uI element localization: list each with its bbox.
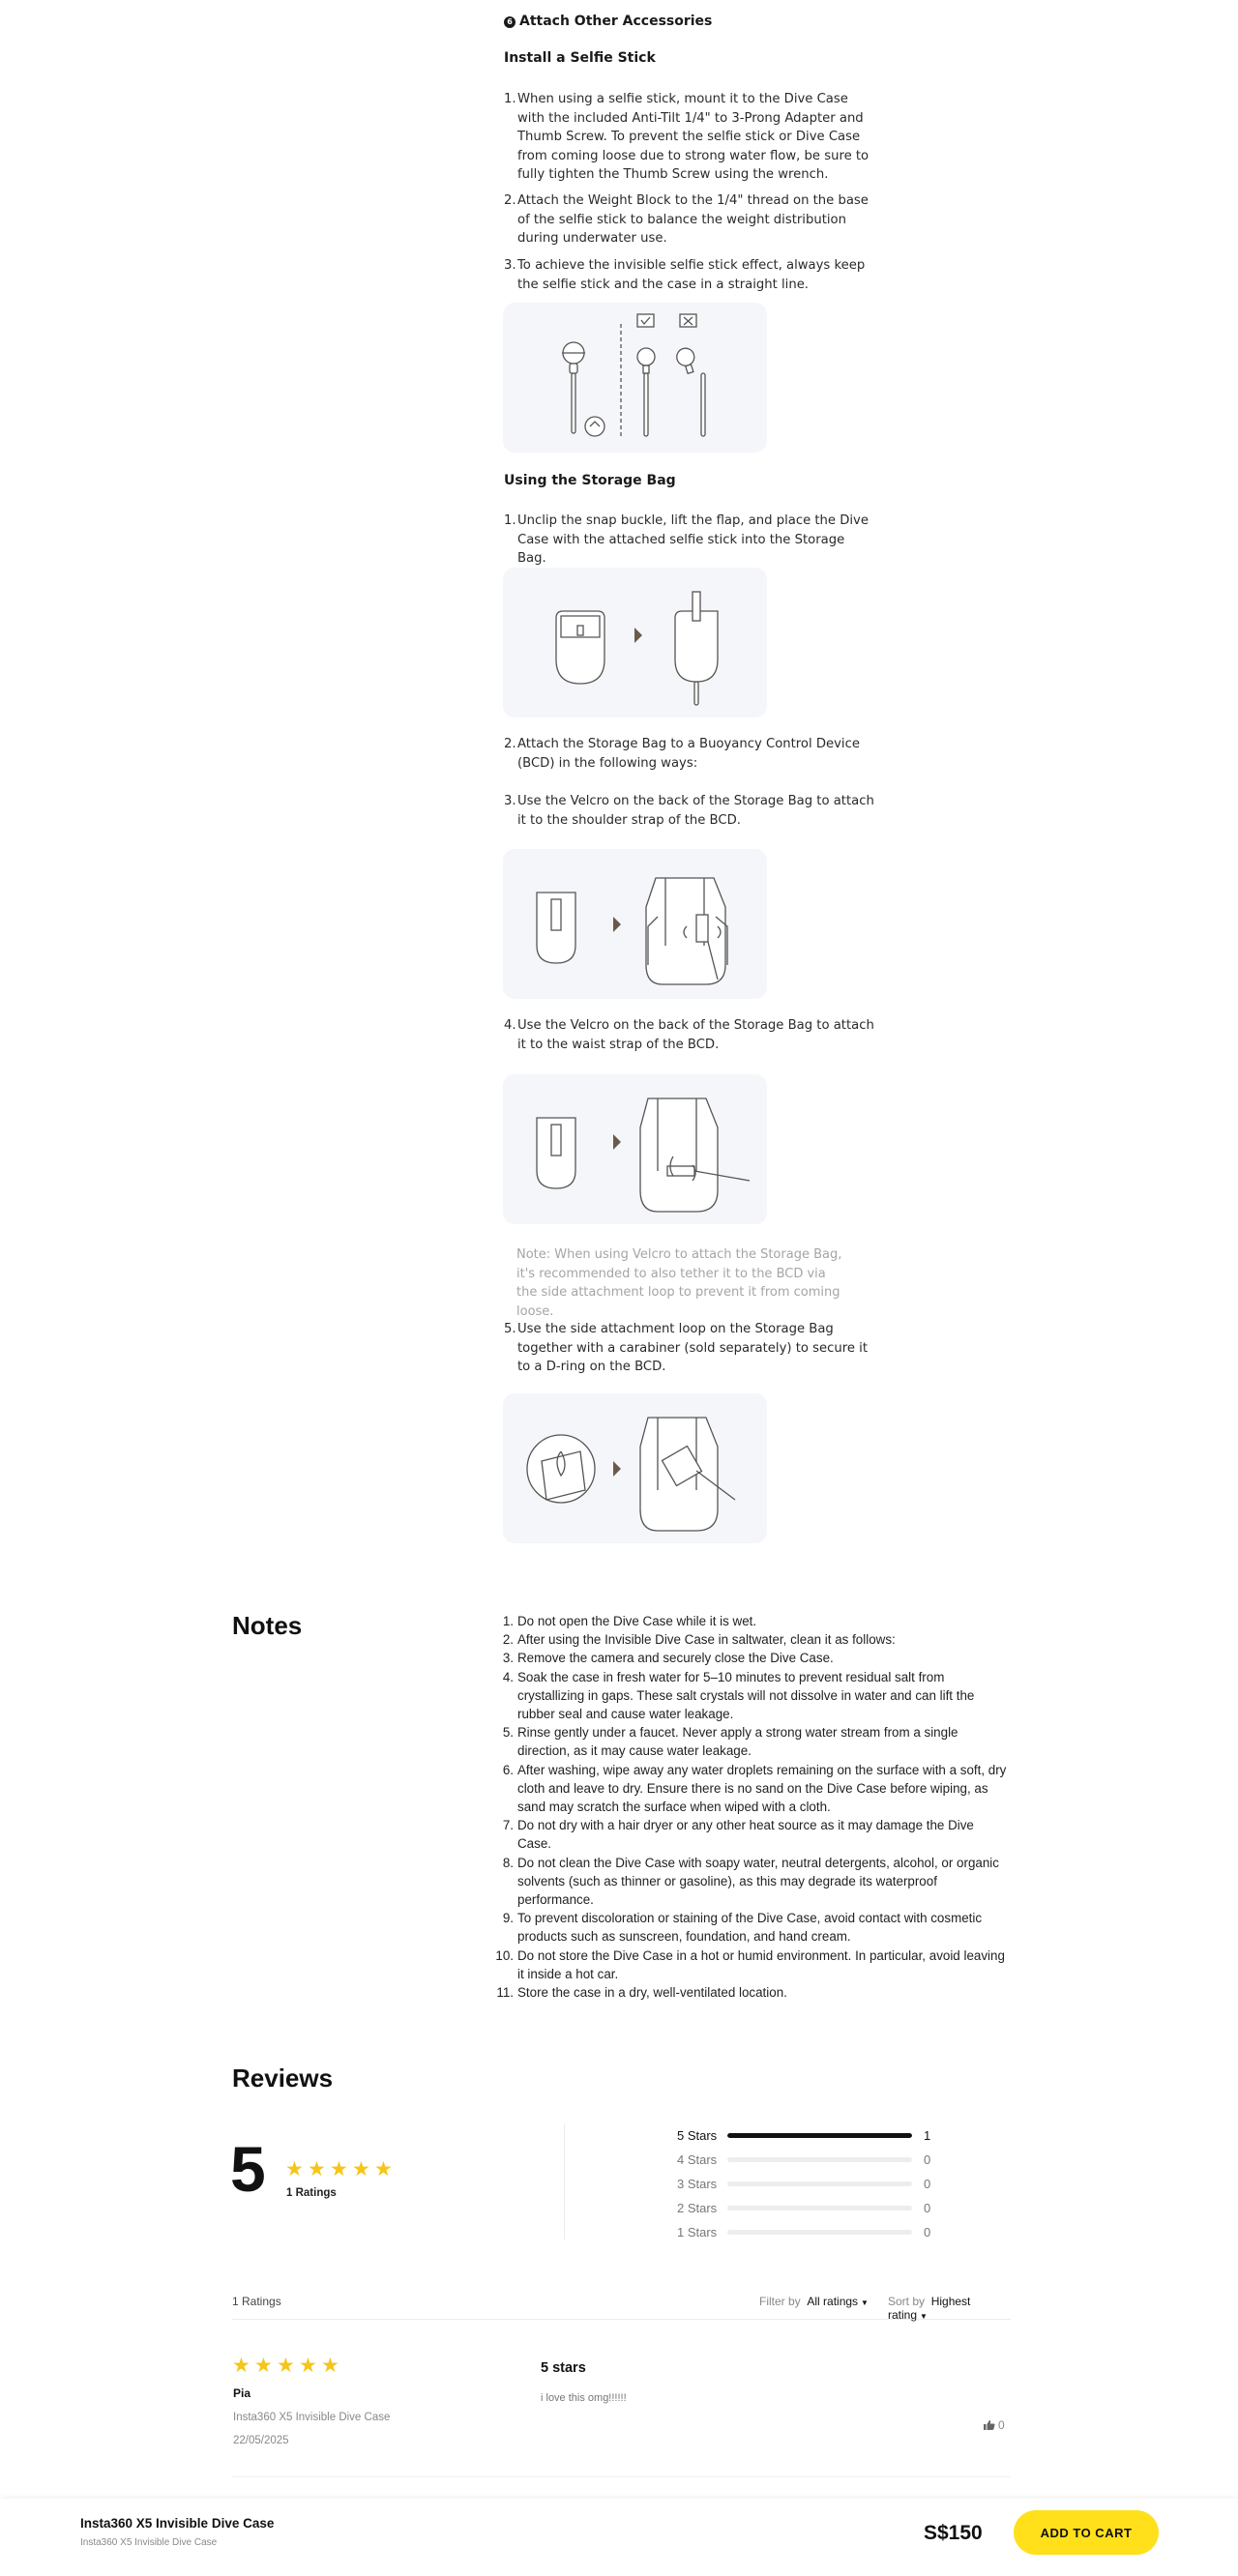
- selfie-step-2: 2. Attach the Weight Block to the 1/4" thread on the base of the selfie stick to balance the weight distribution during underwater use.: [504, 193, 869, 246]
- average-rating-stars: [285, 2160, 394, 2180]
- review-body: i love this omg!!!!!!: [541, 2392, 627, 2404]
- star-icon: ★: [285, 2158, 304, 2181]
- carabiner-illustration: [503, 1393, 767, 1543]
- storage-step-3: 3. Use the Velcro on the back of the Storage Bag to attach it to the shoulder strap of the BCD.: [504, 794, 874, 828]
- accessories-heading-text: Attach Other Accessories: [519, 14, 713, 29]
- rating-row-5[interactable]: 5 Stars 1: [677, 2128, 931, 2143]
- star-icon: ★: [374, 2158, 393, 2181]
- sticky-product-variant: Insta360 X5 Invisible Dive Case: [80, 2537, 218, 2548]
- helpful-count: 0: [998, 2418, 1005, 2432]
- note-item: 3. Remove the camera and securely close the Dive Case.: [502, 1651, 834, 1666]
- rating-row-4[interactable]: 4 Stars 0: [677, 2152, 931, 2167]
- rating-bar: [727, 2230, 912, 2235]
- sort-dropdown[interactable]: Sort by Highest rating ▼: [888, 2295, 971, 2322]
- average-rating: 5: [230, 2133, 266, 2205]
- star-icon: ★: [308, 2158, 326, 2181]
- caret-down-icon: ▼: [920, 2312, 928, 2321]
- star-icon: ★: [254, 2355, 273, 2377]
- note-item: 5. Rinse gently under a faucet. Never apply a strong water stream from a single direction, as it may cause water leakage.: [502, 1725, 958, 1759]
- note-item: 9. To prevent discoloration or staining of the Dive Case, avoid contact with cosmetic products such as sunscreen, foundation, and hand cream.: [502, 1911, 983, 1945]
- accessories-heading: [504, 14, 712, 29]
- notes-list: [494, 1612, 1007, 2002]
- rating-bar: [727, 2133, 912, 2138]
- rating-bar: [727, 2206, 912, 2210]
- storage-step-5: 5. Use the side attachment loop on the Storage Bag together with a carabiner (sold separately) to secure it to a D-ring on the BCD.: [504, 1322, 869, 1374]
- shoulder-strap-illustration: [503, 849, 767, 999]
- note-item: 4. Soak the case in fresh water for 5–10 minutes to prevent residual salt from crystallizing in gaps. These salt crystals will not dissolve in water and can lift the rubber seal and cause water leakage.: [502, 1669, 975, 1722]
- notes-title: Notes: [232, 1611, 303, 1640]
- reviews-title: Reviews: [232, 2064, 334, 2093]
- note-item: 11. Store the case in a dry, well-ventilated location.: [496, 1985, 787, 2001]
- star-icon: ★: [232, 2355, 251, 2377]
- storage-bag-heading: Using the Storage Bag: [504, 473, 676, 488]
- star-icon: ★: [321, 2355, 339, 2377]
- filter-dropdown[interactable]: Filter by All ratings ▼: [759, 2295, 869, 2308]
- storage-note: Note: When using Velcro to attach the Storage Bag, it's recommended to also tether it to the BCD via the side attachment loop to prevent it from coming loose.: [516, 1247, 842, 1319]
- review-divider: [232, 2476, 1011, 2477]
- storage-bag-insert-illustration: [503, 568, 767, 717]
- selfie-step-3: 3. To achieve the invisible selfie stick effect, always keep the selfie stick and the case in a straight line.: [504, 258, 866, 292]
- review-title: 5 stars: [541, 2360, 586, 2376]
- review-date: 22/05/2025: [233, 2435, 289, 2446]
- ratings-count: 1 Ratings: [286, 2187, 337, 2199]
- thumbs-up-icon: [983, 2419, 995, 2431]
- rating-bar: [727, 2157, 912, 2162]
- selfie-stick-heading: Install a Selfie Stick: [504, 50, 656, 66]
- sticky-add-to-cart-bar: [0, 2499, 1238, 2576]
- reviews-toolbar: [232, 2293, 1011, 2320]
- reviews-list-count: 1 Ratings: [232, 2295, 281, 2308]
- note-item: 1. Do not open the Dive Case while it is wet.: [502, 1614, 757, 1628]
- note-item: 8. Do not clean the Dive Case with soapy water, neutral detergents, alcohol, or organic solvents (such as thinner or gasoline), as this may degrade its waterproof performance.: [502, 1855, 999, 1908]
- step-number-badge: 6: [504, 16, 516, 28]
- sticky-product-name: Insta360 X5 Invisible Dive Case: [80, 2516, 275, 2531]
- review-product: Insta360 X5 Invisible Dive Case: [233, 2412, 391, 2423]
- star-icon: ★: [352, 2158, 370, 2181]
- storage-step-4: 4. Use the Velcro on the back of the Storage Bag to attach it to the waist strap of the BCD.: [504, 1018, 874, 1052]
- storage-step-1: 1. Unclip the snap buckle, lift the flap, and place the Dive Case with the attached selfie stick into the Storage Bag.: [504, 513, 869, 566]
- rating-row-3[interactable]: 3 Stars 0: [677, 2177, 931, 2191]
- selfie-stick-alignment-illustration: [503, 303, 767, 453]
- review-stars: [232, 2356, 340, 2376]
- filter-value: All ratings: [807, 2295, 859, 2308]
- rating-bar-fill: [727, 2133, 912, 2138]
- sticky-price: S$150: [924, 2522, 983, 2544]
- note-item: 6. After washing, wipe away any water droplets remaining on the surface with a soft, dry cloth and leave to dry. Ensure there is no sand on the Dive Case before wiping, as sand may scratch the surface when wiped with a cloth.: [502, 1762, 1007, 1815]
- waist-strap-illustration: [503, 1074, 767, 1224]
- caret-down-icon: ▼: [861, 2298, 869, 2307]
- storage-step-2: 2. Attach the Storage Bag to a Buoyancy Control Device (BCD) in the following ways:: [504, 737, 860, 771]
- summary-divider: [564, 2123, 565, 2239]
- helpful-button[interactable]: [983, 2418, 1005, 2432]
- rating-distribution: [677, 2123, 1011, 2244]
- star-icon: ★: [330, 2158, 348, 2181]
- add-to-cart-button[interactable]: ADD TO CART: [1014, 2510, 1159, 2555]
- star-icon: ★: [299, 2355, 317, 2377]
- rating-bar: [727, 2181, 912, 2186]
- selfie-step-1: 1. When using a selfie stick, mount it to the Dive Case with the included Anti-Tilt 1/4" to 3-Prong Adapter and Thumb Screw. To prevent the selfie stick or Dive Case from coming loose due to strong water flow, be sure to fully tighten the Thumb Screw using the wrench.: [504, 92, 870, 182]
- note-item: 7. Do not dry with a hair dryer or any other heat source as it may damage the Dive Case.: [502, 1818, 974, 1852]
- note-item: 10. Do not store the Dive Case in a hot or humid environment. In particular, avoid leaving it inside a hot car.: [495, 1947, 1005, 1981]
- review-author: Pia: [233, 2386, 251, 2400]
- note-item: 2. After using the Invisible Dive Case in saltwater, clean it as follows:: [502, 1632, 896, 1648]
- star-icon: ★: [277, 2355, 295, 2377]
- rating-row-2[interactable]: 2 Stars 0: [677, 2201, 931, 2215]
- sort-value: Highest rating: [888, 2295, 971, 2322]
- rating-row-1[interactable]: 1 Stars 0: [677, 2225, 931, 2239]
